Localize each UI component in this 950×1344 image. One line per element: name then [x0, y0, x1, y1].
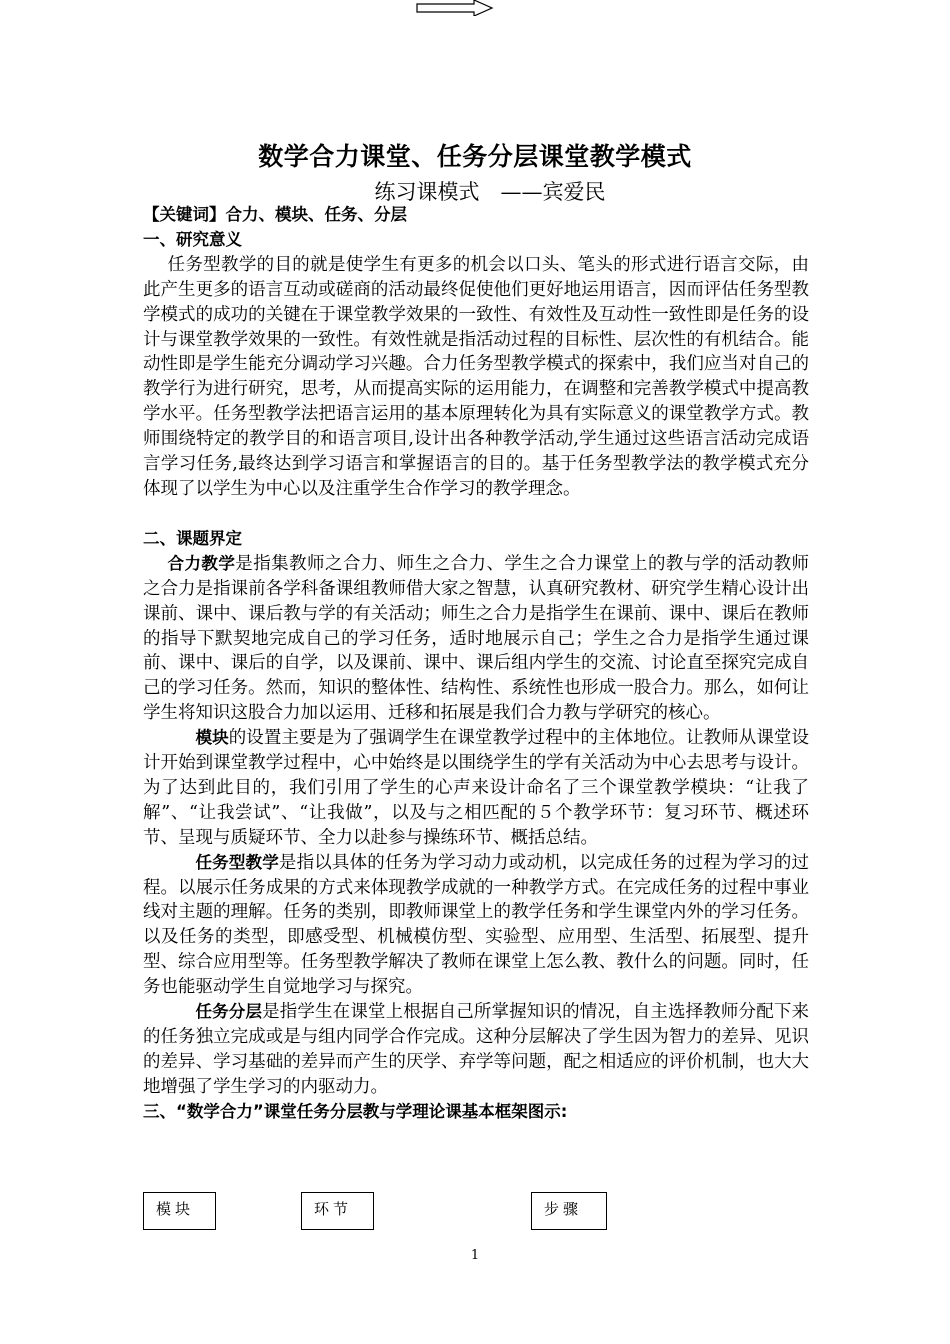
term-renwuxing-jiaoxue: 任务型教学 — [195, 852, 279, 872]
section3-heading: 三、“数学合力”课堂任务分层教与学理论课基本框架图示: — [143, 1101, 568, 1121]
paragraph-hexie-jiaoxue — [143, 552, 809, 726]
box-mokuai: 模块 — [143, 1192, 216, 1230]
paragraph-renwu-fenceng — [143, 1000, 809, 1100]
paragraph-text: 的设置主要是为了强调学生在课堂教学过程中的主体地位。让教师从课堂设计开始到课堂教学过程中，心中始终是以围绕学生的学有关活动为中心去思考与设计。为了达到此目的，我们引用了学生的心声来设计命名了三个课堂教学模块：“让我了解”、“让我尝试”、“让我做”，以及与之相匹配的５个教学环节：复习环节、概述环节、呈现与质疑环节、全力以赴参与操练环节、概括总结。 — [143, 728, 810, 848]
paragraph-renwuxing-jiaoxue — [143, 851, 809, 1000]
page-number: 1 — [470, 1248, 480, 1263]
box-buzhou: 步骤 — [531, 1192, 607, 1230]
subtitle: 练习课模式 ——宾爱民 — [374, 180, 606, 204]
section1-paragraph: 任务型教学的目的就是使学生有更多的机会以口头、笔头的形式进行语言交际，由此产生更多的语言互动或磋商的活动最终促使他们更好地运用语言，因而评估任务型教学模式的成功的关键在于课堂教学效果的一致性、有效性及互动性一致性即是任务的设计与课堂教学效果的一致性。有效性就是指活动过程的目标性、层次性的有机结合。能动性即是学生能充分调动学习兴趣。合力任务型教学模式的探索中，我们应当对自己的教学行为进行研究，思考，从而提高实际的运用能力，在调整和完善教学模式中提高教学水平。任务型教学法把语言运用的基本原理转化为具有实际意义的课堂教学方式。教师围绕特定的教学目的和语言项目,设计出各种教学活动,学生通过这些语言活动完成语言学习任务,最终达到学习语言和掌握语言的目的。基于任务型教学法的教学模式充分体现了以学生为中心以及注重学生合作学习的教学理念。 — [143, 254, 809, 499]
keywords: 【关键词】合力、模块、任务、分层 — [143, 205, 407, 224]
paragraph-mokuai — [143, 726, 809, 851]
paragraph-text: 是指学生在课堂上根据自己所掌握知识的情况，自主选择教师分配下来的任务独立完成或是与组内同学合作完成。这种分层解决了学生因为智力的差异、见识的差异、学习基础的差异而产生的厌学、弃学等问题，配之相适应的评价机制，也大大地增强了学生学习的内驱动力。 — [143, 1002, 810, 1097]
term-renwu-fenceng: 任务分层 — [195, 1002, 263, 1022]
section2-heading: 二、课题界定 — [143, 528, 242, 548]
term-hexie-jiaoxue: 合力教学 — [167, 553, 236, 573]
section1-heading: 一、研究意义 — [143, 229, 242, 249]
paragraph-text: 是指以具体的任务为学习动力或动机，以完成任务的过程为学习的过程。以展示任务成果的方式来体现教学成就的一种教学方式。在完成任务的过程中事业线对主题的理解。任务的类别，即教师课堂上的教学任务和学生课堂内外的学习任务。以及任务的类型，即感受型、机械模仿型、实验型、应用型、生活型、拓展型、提升型、综合应用型等。任务型教学解决了教师在课堂上怎么教、教什么的问题。同时，任务也能驱动学生自觉地学习与探究。 — [143, 852, 810, 998]
term-mokuai: 模块 — [195, 728, 229, 748]
paragraph-text: 是指集教师之合力、师生之合力、学生之合力课堂上的教与学的活动教师之合力是指课前各学科备课组教师借大家之智慧，认真研究教材、研究学生精心设计出课前、课中、课后教与学的有关活动；师生之合力是指学生在课前、课中、课后在教师的指导下默契地完成自己的学习任务，适时地展示自己；学生之合力是指学生通过课前、课中、课后的自学，以及课前、课中、课后组内学生的交流、讨论直至探究完成自己的学习任务。然而，知识的整体性、结构性、系统性也形成一股合力。那么，如何让学生将知识这股合力加以运用、迁移和拓展是我们合力教与学研究的核心。 — [143, 553, 810, 724]
box-huanjie: 环节 — [301, 1192, 374, 1230]
right-arrow-icon — [416, 0, 496, 16]
document-body — [143, 203, 809, 1125]
spacer — [143, 502, 809, 527]
page-title: 数学合力课堂、任务分层课堂教学模式 — [258, 142, 692, 171]
